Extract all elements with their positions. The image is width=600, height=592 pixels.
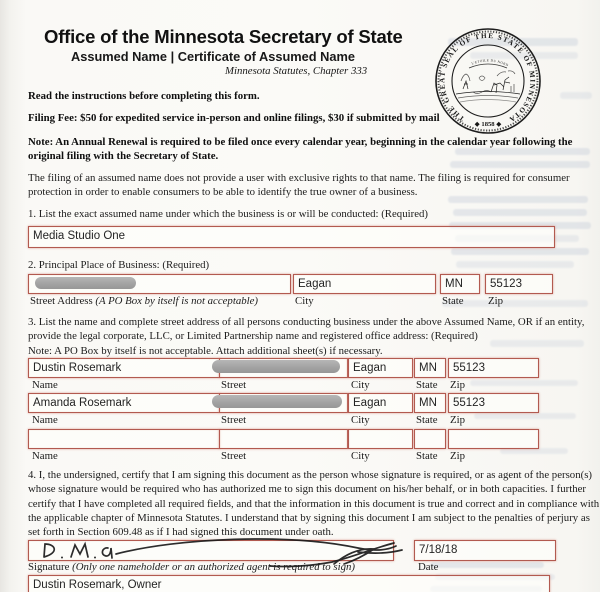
person-street-field xyxy=(219,429,348,449)
city-label: City xyxy=(295,295,314,307)
seal-banner-text: L'ETOILE DU NORD xyxy=(470,58,510,68)
row-state-label: State xyxy=(416,450,438,462)
section3-label-text: 3. List the name and complete street address of all persons conducting business under the above Assumed Name, OR if an entity, provide the legal corporate, LLC, or Limited Partnership name and registered office address: (Required) xyxy=(28,316,585,343)
row-zip-label: Zip xyxy=(450,379,465,391)
principal-city-value: Eagan xyxy=(298,278,332,290)
street-address-label-text: Street Address xyxy=(30,295,93,307)
person-zip-value: 55123 xyxy=(453,397,485,409)
row-name-label: Name xyxy=(32,450,58,462)
principal-state-value: MN xyxy=(445,278,463,290)
row-street-label: Street xyxy=(221,450,247,462)
person-state-value: MN xyxy=(419,362,437,374)
person-city-value: Eagan xyxy=(353,362,387,374)
instructions-line: Read the instructions before completing this form. xyxy=(28,90,260,102)
street-address-label-note: (A PO Box by itself is not acceptable) xyxy=(95,295,258,307)
row-zip-label: Zip xyxy=(450,414,465,426)
annual-renewal-note: Note: An Annual Renewal is required to be filed once every calendar year, beginning in the calendar year following the original filing with the Secretary of State. xyxy=(28,136,573,163)
page-title: Office of the Minnesota Secretary of State xyxy=(44,26,403,47)
bleed-through-artifact xyxy=(430,562,544,568)
person-city-value xyxy=(349,430,412,433)
printed-name-field xyxy=(28,575,550,592)
person-city-value: Eagan xyxy=(353,397,387,409)
person-name-field xyxy=(28,429,220,449)
disclaimer-paragraph: The filing of an assumed name does not provide a user with exclusive rights to that name. The filing is required for consumer protection in order to enable consumers to be able to identify the true owner of a business. xyxy=(28,172,570,199)
row-street-label: Street xyxy=(221,414,247,426)
person-zip-field xyxy=(448,393,539,413)
person-zip-value: 55123 xyxy=(453,362,485,374)
person-state-field xyxy=(414,429,446,449)
signature-label xyxy=(28,561,355,573)
bleed-through-artifact xyxy=(470,380,578,386)
assumed-name-field xyxy=(28,226,555,248)
section1-label: 1. List the exact assumed name under which the business is or will be conducted: (Required) xyxy=(28,208,428,220)
signature-label-text: Signature xyxy=(28,561,70,573)
person-zip-field xyxy=(448,429,539,449)
printed-name-value: Dustin Rosemark, Owner xyxy=(33,579,162,591)
person-state-value: MN xyxy=(419,397,437,409)
row-city-label: City xyxy=(351,414,370,426)
principal-zip-field xyxy=(485,274,553,294)
seal-year: ◆ 1858 ◆ xyxy=(474,121,502,128)
date-field xyxy=(414,540,556,561)
person-city-field xyxy=(348,393,413,413)
row-name-label: Name xyxy=(32,414,58,426)
person-name-field xyxy=(28,358,220,378)
row-name-label: Name xyxy=(32,379,58,391)
seal-ring-text: THE GREAT SEAL OF THE STATE OF MINNESOTA xyxy=(438,31,537,124)
statute-reference: Minnesota Statutes, Chapter 333 xyxy=(225,65,368,77)
row-city-label: City xyxy=(351,450,370,462)
section3-label xyxy=(28,315,600,358)
section2-label: 2. Principal Place of Business: (Required) xyxy=(28,259,210,271)
person-name-value: Amanda Rosemark xyxy=(33,397,132,409)
row-city-label: City xyxy=(351,379,370,391)
person-name-value: Dustin Rosemark xyxy=(33,362,122,374)
section3-note: Note: A PO Box by itself is not acceptable. Attach additional sheet(s) if necessary. xyxy=(28,344,383,357)
redaction-person-street xyxy=(212,395,342,408)
row-zip-label: Zip xyxy=(450,450,465,462)
date-label: Date xyxy=(418,561,439,573)
bleed-through-artifact xyxy=(474,413,576,419)
principal-zip-value: 55123 xyxy=(490,278,522,290)
person-state-value xyxy=(415,430,445,433)
person-city-field xyxy=(348,429,413,449)
person-name-field xyxy=(28,393,220,413)
zip-label: Zip xyxy=(488,295,503,307)
filing-fee-line: Filing Fee: $50 for expedited service in-person and online filings, $30 if submitted by mail xyxy=(28,112,440,124)
principal-state-field xyxy=(440,274,480,294)
person-city-field xyxy=(348,358,413,378)
row-state-label: State xyxy=(416,414,438,426)
form-subtitle: Assumed Name | Certificate of Assumed Name xyxy=(71,49,356,64)
row-state-label: State xyxy=(416,379,438,391)
person-zip-field xyxy=(448,358,539,378)
state-label: State xyxy=(442,295,464,307)
street-address-label xyxy=(30,295,258,307)
row-street-label: Street xyxy=(221,379,247,391)
section4-certification: 4. I, the undersigned, certify that I am signing this document as the person whose signature is required, or as agent of the person(s) whose signature would be required who has authorized me to sign this document on his/her behalf, or in both capacities. I further certify that I have completed all required fields, and that the information in this document is true and correct and in compliance with the applicable chapter of Minnesota Statutes. I understand that by signing this document I am subject to the penalties of perjury as set forth in Section 609.48 as if I had signed this document under oath. xyxy=(28,469,600,539)
signature-label-note: (Only one nameholder or an authorized agent is required to sign) xyxy=(72,561,355,573)
redaction-person-street xyxy=(212,360,340,373)
redaction-street-address xyxy=(35,277,136,289)
principal-city-field xyxy=(293,274,436,294)
date-value: 7/18/18 xyxy=(419,544,458,556)
assumed-name-value: Media Studio One xyxy=(33,230,126,242)
person-zip-value xyxy=(449,430,538,433)
bleed-through-artifact xyxy=(451,248,589,255)
person-state-field xyxy=(414,393,446,413)
person-name-value xyxy=(29,430,219,433)
person-state-field xyxy=(414,358,446,378)
